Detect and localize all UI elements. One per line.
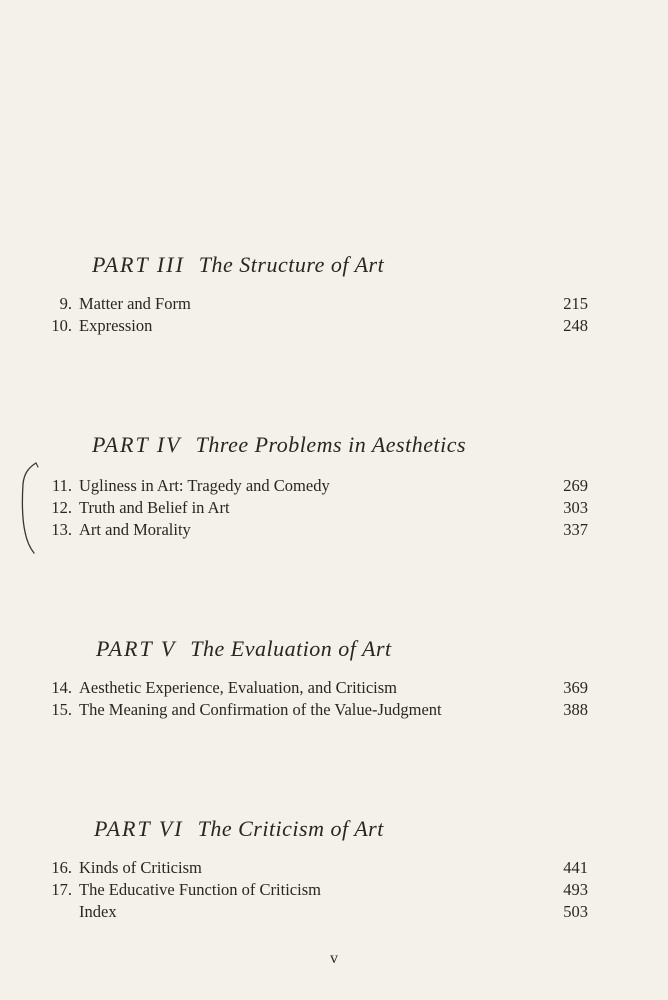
chapter-number: 10. <box>51 316 72 335</box>
page-number: 503 <box>563 902 588 921</box>
pencil-bracket-mark <box>14 460 40 556</box>
toc-entry-index <box>0 901 668 923</box>
folio-page-number: v <box>330 950 338 967</box>
chapter-number: 14. <box>51 678 72 697</box>
page-number: 493 <box>563 880 588 899</box>
chapter-title: Aesthetic Experience, Evaluation, and Criticism <box>79 678 397 697</box>
chapter-title: Ugliness in Art: Tragedy and Comedy <box>79 476 330 495</box>
chapter-number: 13. <box>51 520 72 539</box>
toc-entry <box>0 519 668 541</box>
chapter-title: Truth and Belief in Art <box>79 498 230 517</box>
chapter-title: Expression <box>79 316 153 335</box>
toc-entry <box>0 677 668 699</box>
part-label: PART V <box>96 636 177 661</box>
part-title: The Evaluation of Art <box>190 636 392 661</box>
part-title: The Structure of Art <box>198 252 385 277</box>
page-number: 337 <box>563 520 588 539</box>
part-heading <box>94 816 384 842</box>
part-label: PART III <box>92 252 185 277</box>
chapter-number: 15. <box>51 700 72 719</box>
chapter-number: 16. <box>51 858 72 877</box>
part-label: PART IV <box>92 432 182 457</box>
toc-entry <box>0 293 668 315</box>
part-heading <box>92 252 384 278</box>
page-number: 248 <box>563 316 588 335</box>
page-number: 369 <box>563 678 588 697</box>
page-number: 388 <box>563 700 588 719</box>
toc-entry <box>0 879 668 901</box>
chapter-number: 17. <box>51 880 72 899</box>
chapter-title: Kinds of Criticism <box>79 858 202 877</box>
chapter-title: The Educative Function of Criticism <box>79 880 321 899</box>
chapter-number: 12. <box>51 498 72 517</box>
toc-entry <box>0 315 668 337</box>
toc-entry <box>0 857 668 879</box>
chapter-number: 11. <box>51 476 72 495</box>
toc-entry <box>0 699 668 721</box>
chapter-title: Art and Morality <box>79 520 191 539</box>
part-title: Three Problems in Aesthetics <box>195 432 467 457</box>
chapter-number: 9. <box>59 294 72 313</box>
chapter-title: Matter and Form <box>79 294 191 313</box>
part-title: The Criticism of Art <box>197 816 384 841</box>
toc-entry <box>0 497 668 519</box>
chapter-title: The Meaning and Confirmation of the Value-Judgment <box>79 700 442 719</box>
part-label: PART VI <box>94 816 184 841</box>
toc-entry <box>0 475 668 497</box>
part-heading <box>96 636 392 662</box>
page-number: 215 <box>563 294 588 313</box>
chapter-title: Index <box>79 902 117 921</box>
page-number: 303 <box>563 498 588 517</box>
part-heading <box>92 432 466 458</box>
page-number: 269 <box>563 476 588 495</box>
page-number: 441 <box>563 858 588 877</box>
